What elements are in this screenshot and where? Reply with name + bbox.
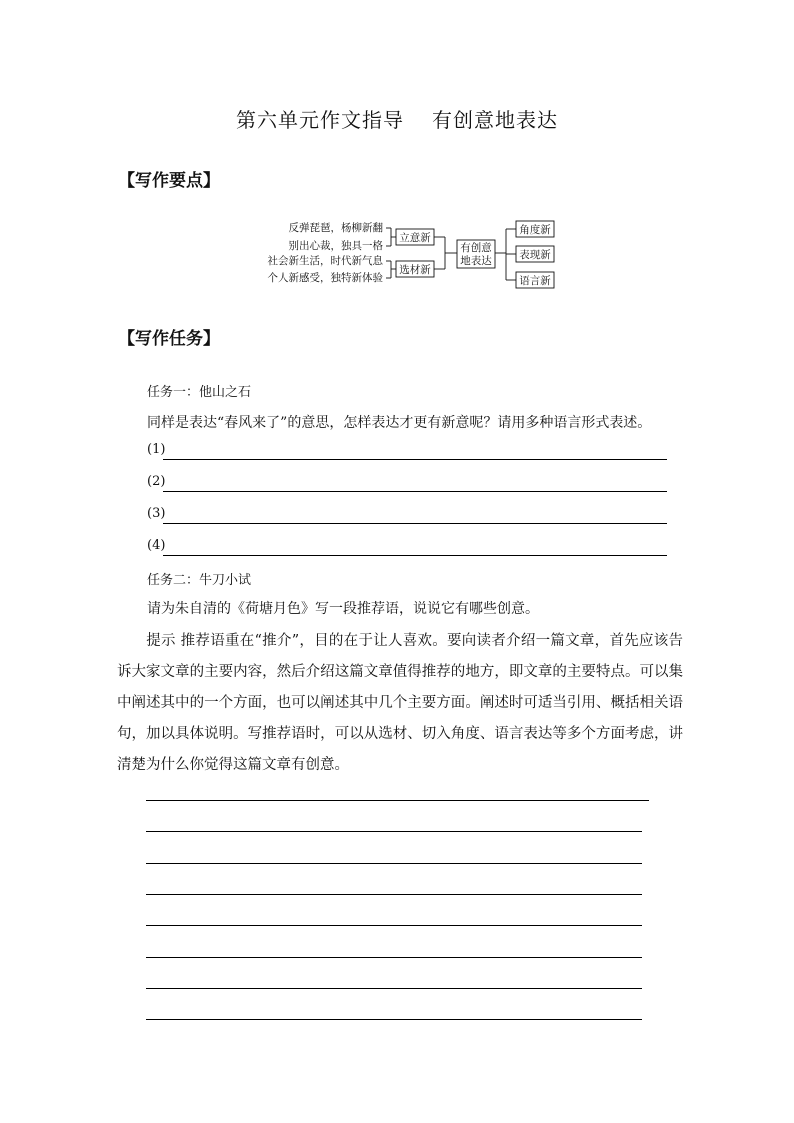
answer-number: (3) [147, 506, 166, 521]
task1-heading: 任务一：他山之石 [147, 385, 252, 400]
mindmap-left-item: 别出心裁，独具一格 [288, 240, 383, 252]
mindmap-diagram [250, 214, 570, 294]
task2-hint [117, 626, 683, 781]
task2-prompt: 请为朱自清的《荷塘月色》写一段推荐语，说说它有哪些创意。 [147, 601, 539, 617]
title-sub: 有创意地表达 [432, 108, 558, 132]
writing-line[interactable] [146, 800, 649, 801]
title-main: 第六单元作文指导 [236, 108, 404, 132]
mindmap-node-label: 立意新 [399, 232, 431, 244]
page-title [0, 104, 794, 133]
writing-line[interactable] [146, 831, 642, 832]
task2-heading: 任务二：牛刀小试 [147, 573, 252, 588]
writing-line[interactable] [146, 957, 642, 958]
mindmap-node-label: 语言新 [519, 275, 551, 287]
answer-number: (4) [147, 538, 166, 553]
mindmap-center-label: 地表达 [460, 255, 492, 267]
hint-label: 提示 [146, 633, 176, 649]
section-tasks-heading: 【写作任务】 [118, 329, 220, 349]
mindmap-center-label: 有创意 [460, 242, 492, 254]
writing-line[interactable] [146, 863, 642, 864]
writing-line[interactable] [146, 988, 642, 989]
mindmap-left-item: 社会新生活，时代新气息 [267, 255, 383, 267]
answer-number: (1) [147, 442, 166, 457]
answer-line[interactable] [147, 442, 667, 462]
hint-text: 推荐语重在“推介”，目的在于让人喜欢。要向读者介绍一篇文章，首先应该告诉大家文章的主要内容，然后介绍这篇文章值得推荐的地方，即文章的主要特点。可以集中阐述其中的一个方面，也可以阐述其中几个主要方面。阐述时可适当引用、概括相关语句，加以具体说明。写推荐语时，可以从选材、切入角度、语言表达等多个方面考虑，讲清楚为什么你觉得这篇文章有创意。 [117, 633, 683, 773]
mindmap-node-label: 表现新 [519, 249, 551, 261]
answer-line[interactable] [147, 506, 667, 526]
mindmap-left-item: 个人新感受，独特新体验 [267, 272, 383, 284]
writing-line[interactable] [146, 894, 642, 895]
writing-line[interactable] [146, 925, 642, 926]
section-key-points-heading: 【写作要点】 [118, 171, 220, 191]
writing-line[interactable] [146, 1019, 642, 1020]
answer-line[interactable] [147, 474, 667, 494]
mindmap-node-label: 选材新 [399, 264, 431, 276]
answer-line[interactable] [147, 538, 667, 558]
mindmap-node-label: 角度新 [519, 224, 551, 236]
answer-number: (2) [147, 474, 166, 489]
mindmap-left-item: 反弹琵琶，杨柳新翻 [288, 222, 383, 234]
task1-prompt: 同样是表达“春风来了”的意思，怎样表达才更有新意呢？请用多种语言形式表述。 [147, 415, 652, 431]
